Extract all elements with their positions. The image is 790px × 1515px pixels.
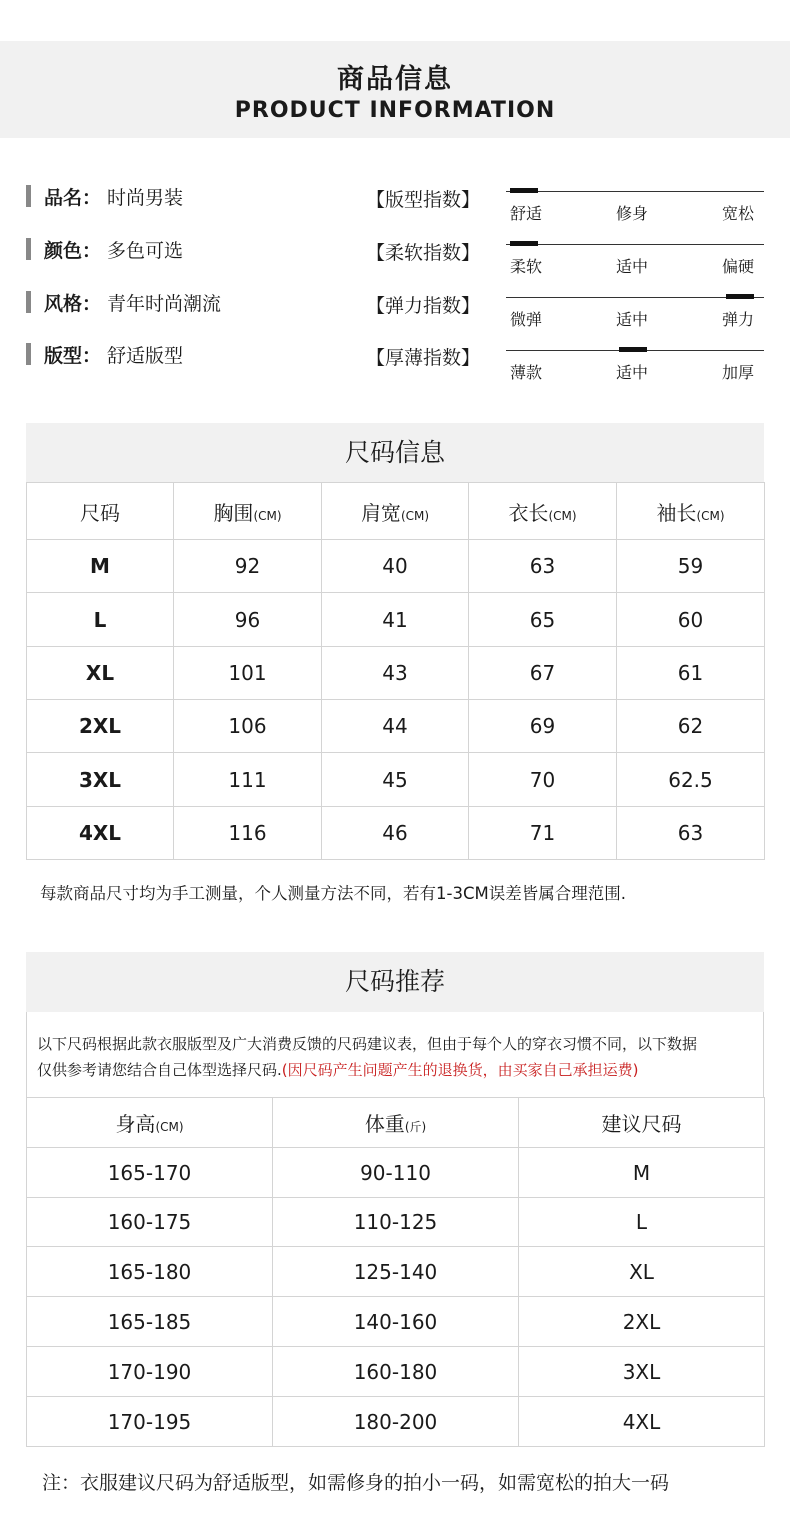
table-cell: 160-175 — [27, 1198, 273, 1247]
table-row — [27, 753, 765, 807]
header-cell — [469, 483, 617, 540]
header-label: 身高 — [115, 1112, 156, 1136]
table-cell: 46 — [322, 807, 469, 860]
table-cell: 165-185 — [27, 1297, 273, 1347]
scale-point: 微弹 — [510, 310, 543, 329]
info-value: 青年时尚潮流 — [107, 292, 222, 315]
scale-point: 偏硬 — [722, 257, 755, 276]
section-marker — [26, 185, 31, 207]
header-unit: (斤) — [404, 1120, 427, 1134]
header-cell — [174, 483, 322, 540]
scale-line — [506, 191, 764, 192]
table-cell: L — [27, 593, 174, 647]
table-cell: 45 — [322, 753, 469, 807]
info-value: 多色可选 — [107, 239, 184, 262]
info-row-fit — [26, 342, 183, 366]
section-marker — [26, 291, 31, 313]
softness-index-label: 【柔软指数】 — [366, 242, 481, 264]
table-cell: XL — [519, 1247, 765, 1297]
table-cell: 62.5 — [617, 753, 765, 807]
table-cell: 116 — [174, 807, 322, 860]
fit-index-label: 【版型指数】 — [366, 189, 481, 211]
header-cell — [322, 483, 469, 540]
section-marker — [26, 238, 31, 260]
header-cell — [617, 483, 765, 540]
table-cell: 160-180 — [273, 1347, 519, 1397]
table-row — [27, 647, 765, 700]
scale-point: 适中 — [616, 310, 649, 329]
size-rec-description — [26, 1012, 764, 1097]
table-cell: 125-140 — [273, 1247, 519, 1297]
table-cell: 101 — [174, 647, 322, 700]
scale-indicator — [619, 347, 647, 352]
header-unit: (CM) — [253, 508, 282, 523]
size-info-table — [26, 482, 765, 860]
table-row — [27, 1297, 765, 1347]
table-cell: 61 — [617, 647, 765, 700]
table-cell: 3XL — [519, 1347, 765, 1397]
scale-point: 加厚 — [722, 363, 755, 382]
header-label: 衣长 — [508, 500, 549, 525]
product-info-header — [0, 41, 790, 138]
header-label: 尺码 — [80, 500, 120, 525]
scale-point: 修身 — [616, 204, 649, 223]
header-title-en: PRODUCT INFORMATION — [234, 98, 556, 123]
header-cell — [27, 483, 174, 540]
scale-point: 适中 — [616, 363, 649, 382]
info-row-name — [26, 184, 183, 208]
rec-desc-line1: 以下尺码根据此款衣服版型及广大消费反馈的尺码建议表，但由于每个人的穿衣习惯不同，以下数据 — [37, 1035, 698, 1053]
softness-index-scale — [506, 238, 764, 278]
table-cell: 106 — [174, 700, 322, 753]
scale-point: 适中 — [616, 257, 649, 276]
header-label: 袖长 — [656, 500, 697, 525]
scale-indicator — [510, 188, 538, 193]
fit-advice-note: 注：衣服建议尺码为舒适版型，如需修身的拍小一码，如需宽松的拍大一码 — [42, 1472, 670, 1494]
table-cell: 92 — [174, 540, 322, 593]
size-rec-title: 尺码推荐 — [26, 952, 764, 1012]
table-cell: 2XL — [27, 700, 174, 753]
table-cell: 170-190 — [27, 1347, 273, 1397]
scale-point: 弹力 — [722, 310, 755, 329]
info-label: 品名： — [44, 186, 102, 209]
size-rec-table — [26, 1097, 765, 1447]
info-row-color — [26, 237, 183, 261]
table-cell: 41 — [322, 593, 469, 647]
scale-point: 薄款 — [510, 363, 543, 382]
table-cell: 4XL — [519, 1397, 765, 1447]
header-unit: (CM) — [696, 508, 725, 523]
header-label: 肩宽 — [360, 500, 401, 525]
header-title-cn: 商品信息 — [337, 64, 453, 95]
table-row — [27, 1198, 765, 1247]
table-cell: 110-125 — [273, 1198, 519, 1247]
table-cell: 63 — [617, 807, 765, 860]
info-value: 舒适版型 — [107, 344, 184, 367]
table-row — [27, 1148, 765, 1198]
table-cell: M — [27, 540, 174, 593]
elasticity-index-scale — [506, 291, 764, 331]
table-cell: XL — [27, 647, 174, 700]
table-cell: 71 — [469, 807, 617, 860]
table-cell: 96 — [174, 593, 322, 647]
info-label: 颜色： — [44, 239, 102, 262]
table-cell: 44 — [322, 700, 469, 753]
table-cell: 63 — [469, 540, 617, 593]
scale-indicator — [510, 241, 538, 246]
scale-point: 舒适 — [510, 204, 543, 223]
header-unit: (CM) — [400, 508, 430, 523]
info-value: 时尚男装 — [107, 186, 184, 209]
header-cell — [27, 1098, 273, 1148]
table-cell: 3XL — [27, 753, 174, 807]
table-cell: 70 — [469, 753, 617, 807]
header-label: 胸围 — [213, 500, 254, 525]
thickness-index-label: 【厚薄指数】 — [366, 347, 481, 369]
table-row — [27, 593, 765, 647]
table-cell: 180-200 — [273, 1397, 519, 1447]
table-row — [27, 807, 765, 860]
header-cell — [519, 1098, 765, 1148]
rec-table-header — [27, 1098, 765, 1148]
header-unit: (CM) — [548, 508, 577, 523]
section-marker — [26, 343, 31, 365]
table-cell: 40 — [322, 540, 469, 593]
table-cell: 67 — [469, 647, 617, 700]
info-label: 版型： — [44, 344, 102, 367]
header-label: 体重 — [364, 1112, 405, 1136]
table-cell: 69 — [469, 700, 617, 753]
rec-desc-line2-wrap — [37, 1057, 755, 1083]
table-cell: 140-160 — [273, 1297, 519, 1347]
info-label: 风格： — [44, 292, 102, 315]
table-cell: 111 — [174, 753, 322, 807]
table-cell: M — [519, 1148, 765, 1198]
scale-line — [506, 244, 764, 245]
size-info-title: 尺码信息 — [26, 423, 764, 482]
table-cell: 65 — [469, 593, 617, 647]
table-cell: L — [519, 1198, 765, 1247]
table-cell: 4XL — [27, 807, 174, 860]
table-row — [27, 700, 765, 753]
header-unit: (CM) — [155, 1120, 184, 1134]
fit-index-scale — [506, 185, 764, 225]
header-cell — [273, 1098, 519, 1148]
table-row — [27, 1247, 765, 1297]
table-cell: 60 — [617, 593, 765, 647]
scale-indicator — [726, 294, 754, 299]
table-cell: 43 — [322, 647, 469, 700]
thickness-index-scale — [506, 344, 764, 384]
table-cell: 165-180 — [27, 1247, 273, 1297]
rec-desc-warning: (因尺码产生问题产生的退换货，由买家自己承担运费) — [281, 1061, 639, 1079]
header-label: 建议尺码 — [601, 1112, 682, 1136]
table-cell: 59 — [617, 540, 765, 593]
scale-point: 宽松 — [722, 204, 755, 223]
table-cell: 165-170 — [27, 1148, 273, 1198]
measurement-note: 每款商品尺寸均为手工测量，个人测量方法不同，若有1-3CM误差皆属合理范围. — [40, 884, 626, 903]
scale-point: 柔软 — [510, 257, 543, 276]
table-row — [27, 540, 765, 593]
table-cell: 90-110 — [273, 1148, 519, 1198]
table-cell: 170-195 — [27, 1397, 273, 1447]
size-table-header — [27, 483, 765, 540]
elasticity-index-label: 【弹力指数】 — [366, 295, 481, 317]
table-row — [27, 1347, 765, 1397]
info-row-style — [26, 290, 221, 314]
table-cell: 2XL — [519, 1297, 765, 1347]
table-cell: 62 — [617, 700, 765, 753]
rec-desc-line2: 仅供参考请您结合自己体型选择尺码. — [37, 1061, 282, 1079]
table-row — [27, 1397, 765, 1447]
